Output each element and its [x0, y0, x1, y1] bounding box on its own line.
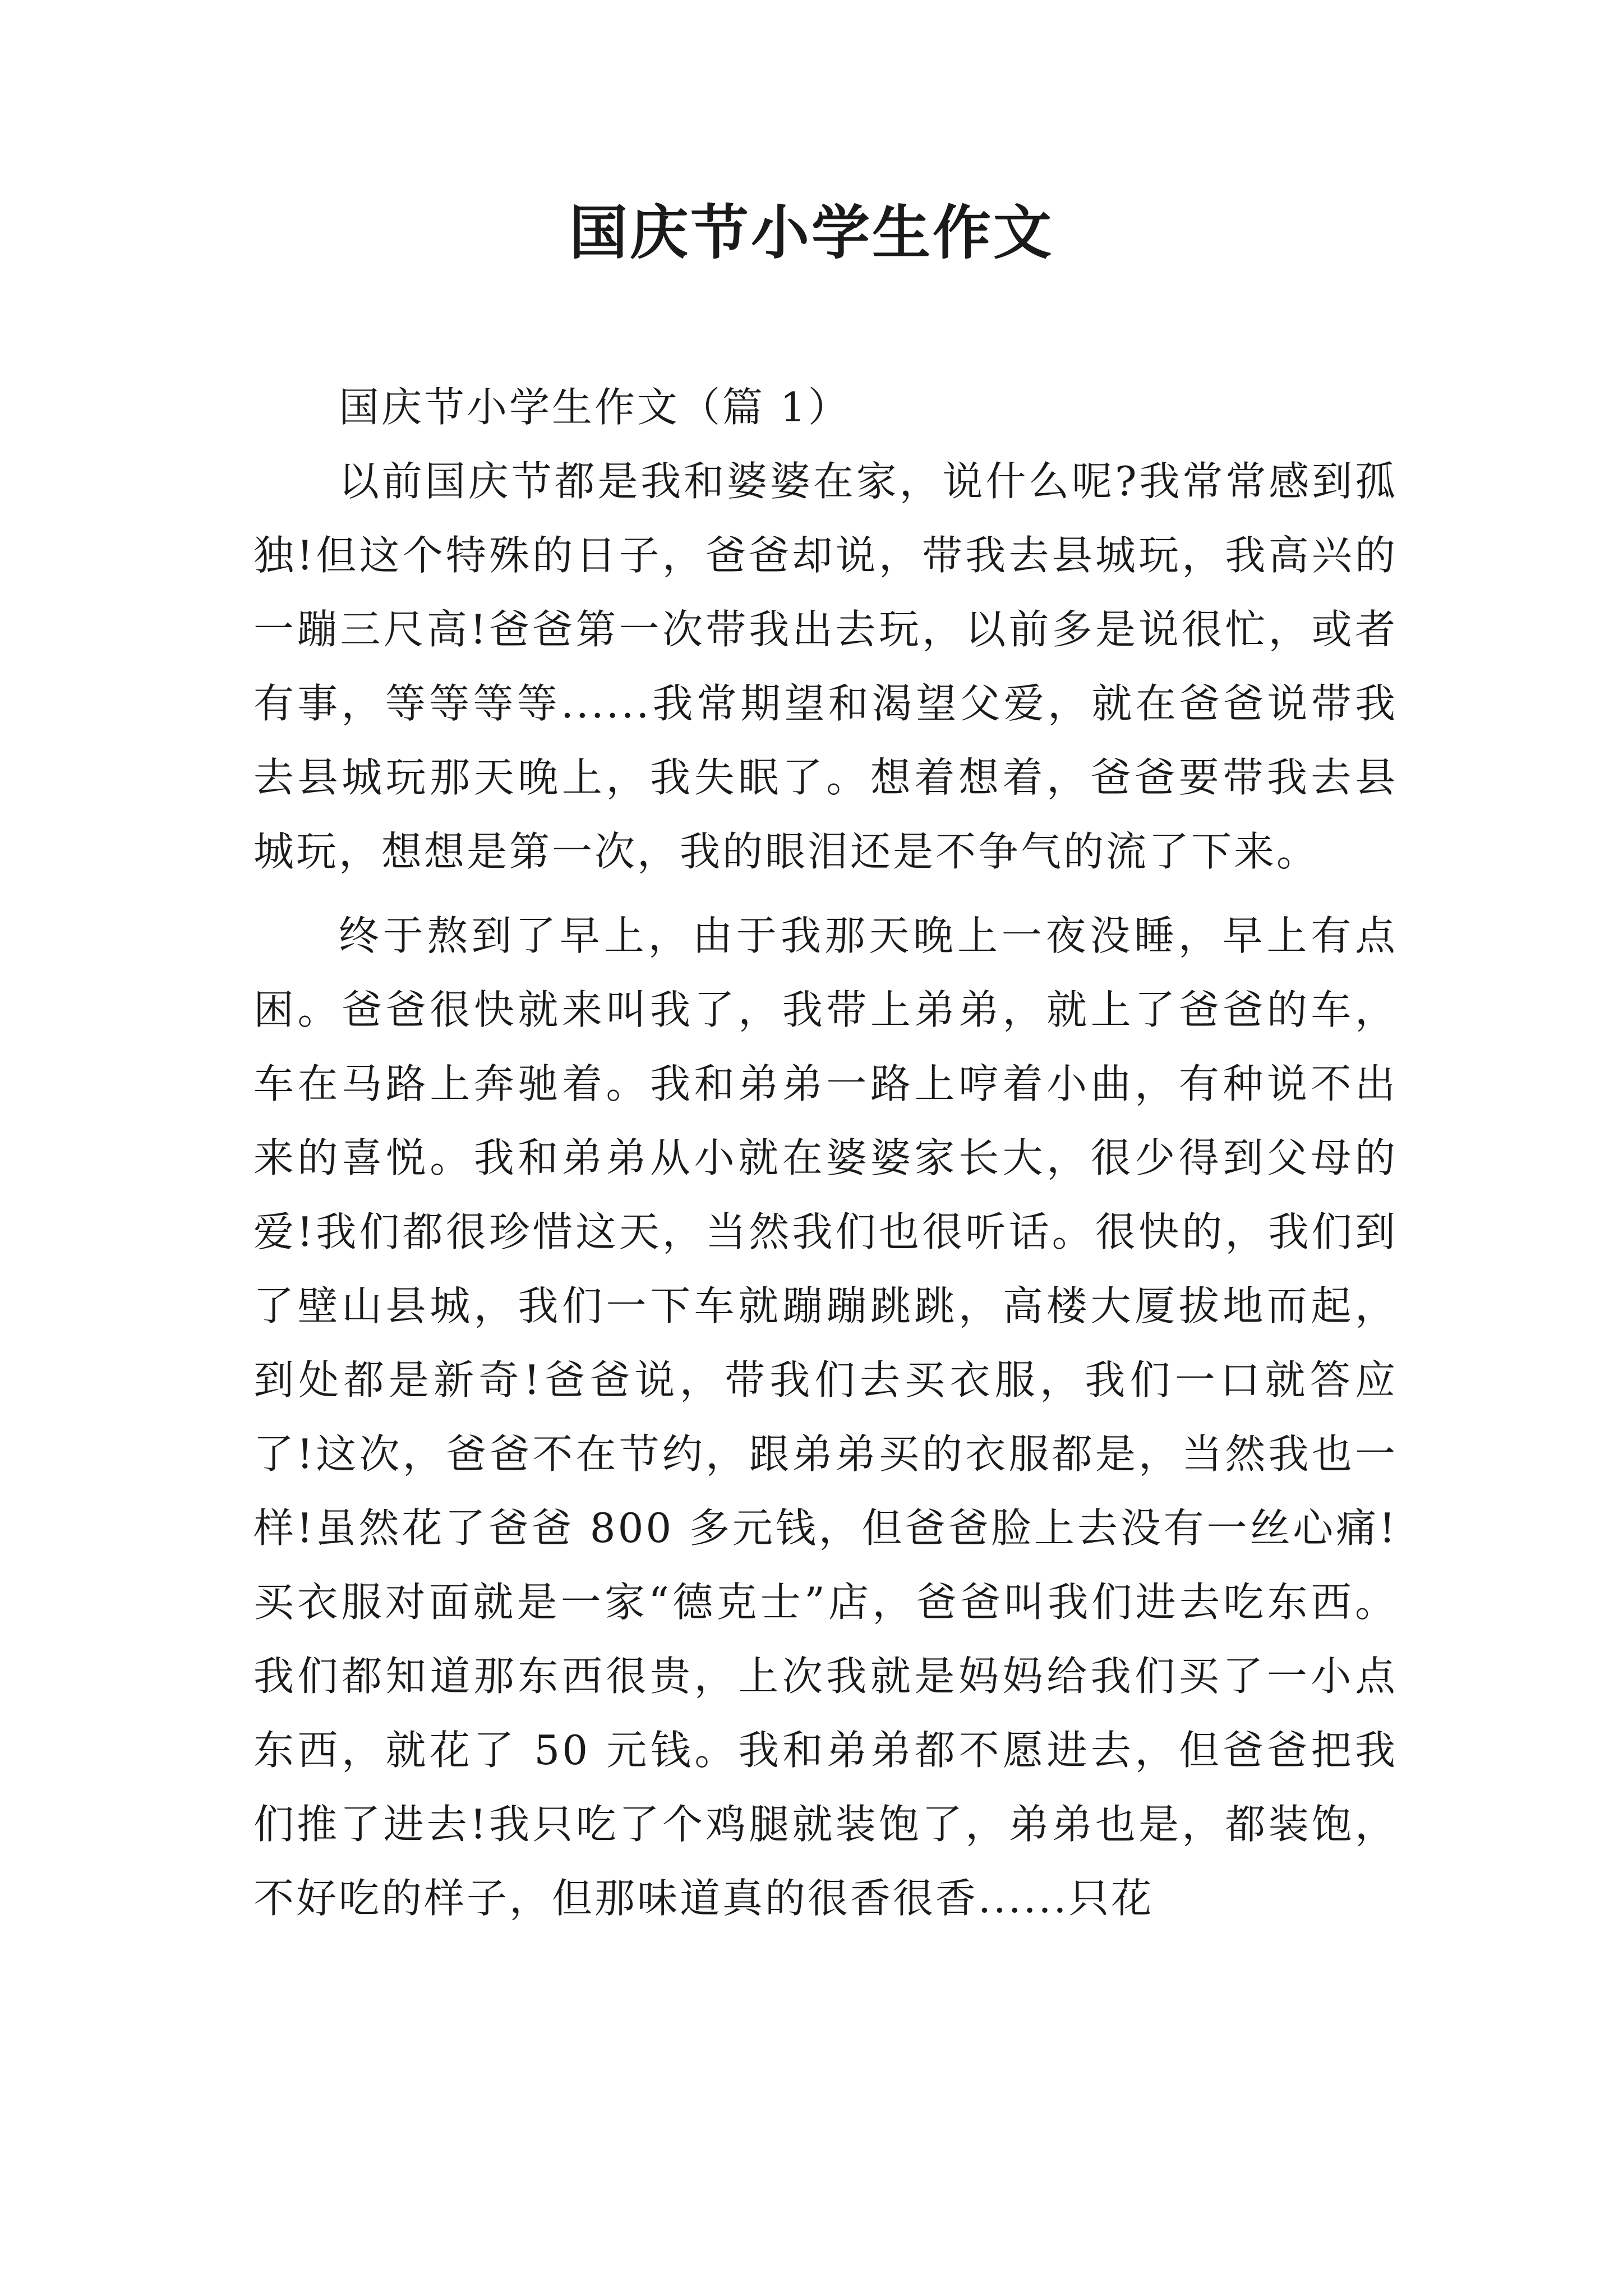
paragraph-1: 以前国庆节都是我和婆婆在家，说什么呢?我常常感到孤独!但这个特殊的日子，爸爸却说，带我去县城玩，我高兴的一蹦三尺高!爸爸第一次带我出去玩，以前多是说很忙，或者有事，等等等等......我常期望和渴望父爱，就在爸爸说带我去县城玩那天晚上，我失眠了。想着想着，爸爸要带我去县城玩，想想是第一次，我的眼泪还是不争气的流了下来。	[253, 458, 1398, 875]
paragraph-2: 终于熬到了早上，由于我那天晚上一夜没睡，早上有点困。爸爸很快就来叫我了，我带上弟弟，就上了爸爸的车，车在马路上奔驰着。我和弟弟一路上哼着小曲，有种说不出来的喜悦。我和弟弟从小就在婆婆家长大，很少得到父母的爱!我们都很珍惜这天，当然我们也很听话。很快的，我们到了壁山县城，我们一下车就蹦蹦跳跳，高楼大厦拔地而起，到处都是新奇!爸爸说，带我们去买衣服，我们一口就答应了!这次，爸爸不在节约，跟弟弟买的衣服都是，当然我也一样!虽然花了爸爸 800 多元钱，但爸爸脸上去没有一丝心痛!买衣服对面就是一家“德克士”店，爸爸叫我们进去吃东西。我们都知道那东西很贵，上次我就是妈妈给我们买了一小点东西，就花了 50 元钱。我和弟弟都不愿进去，但爸爸把我们推了进去!我只吃了个鸡腿就装饱了，弟弟也是，都装饱，不好吃的样子，但那味道真的很香很香......只花	[253, 912, 1398, 1922]
essay-subtitle: 国庆节小学生作文（篇 1）	[339, 384, 851, 431]
document-body	[253, 370, 1398, 1935]
document-title: 国庆节小学生作文	[569, 198, 1054, 267]
